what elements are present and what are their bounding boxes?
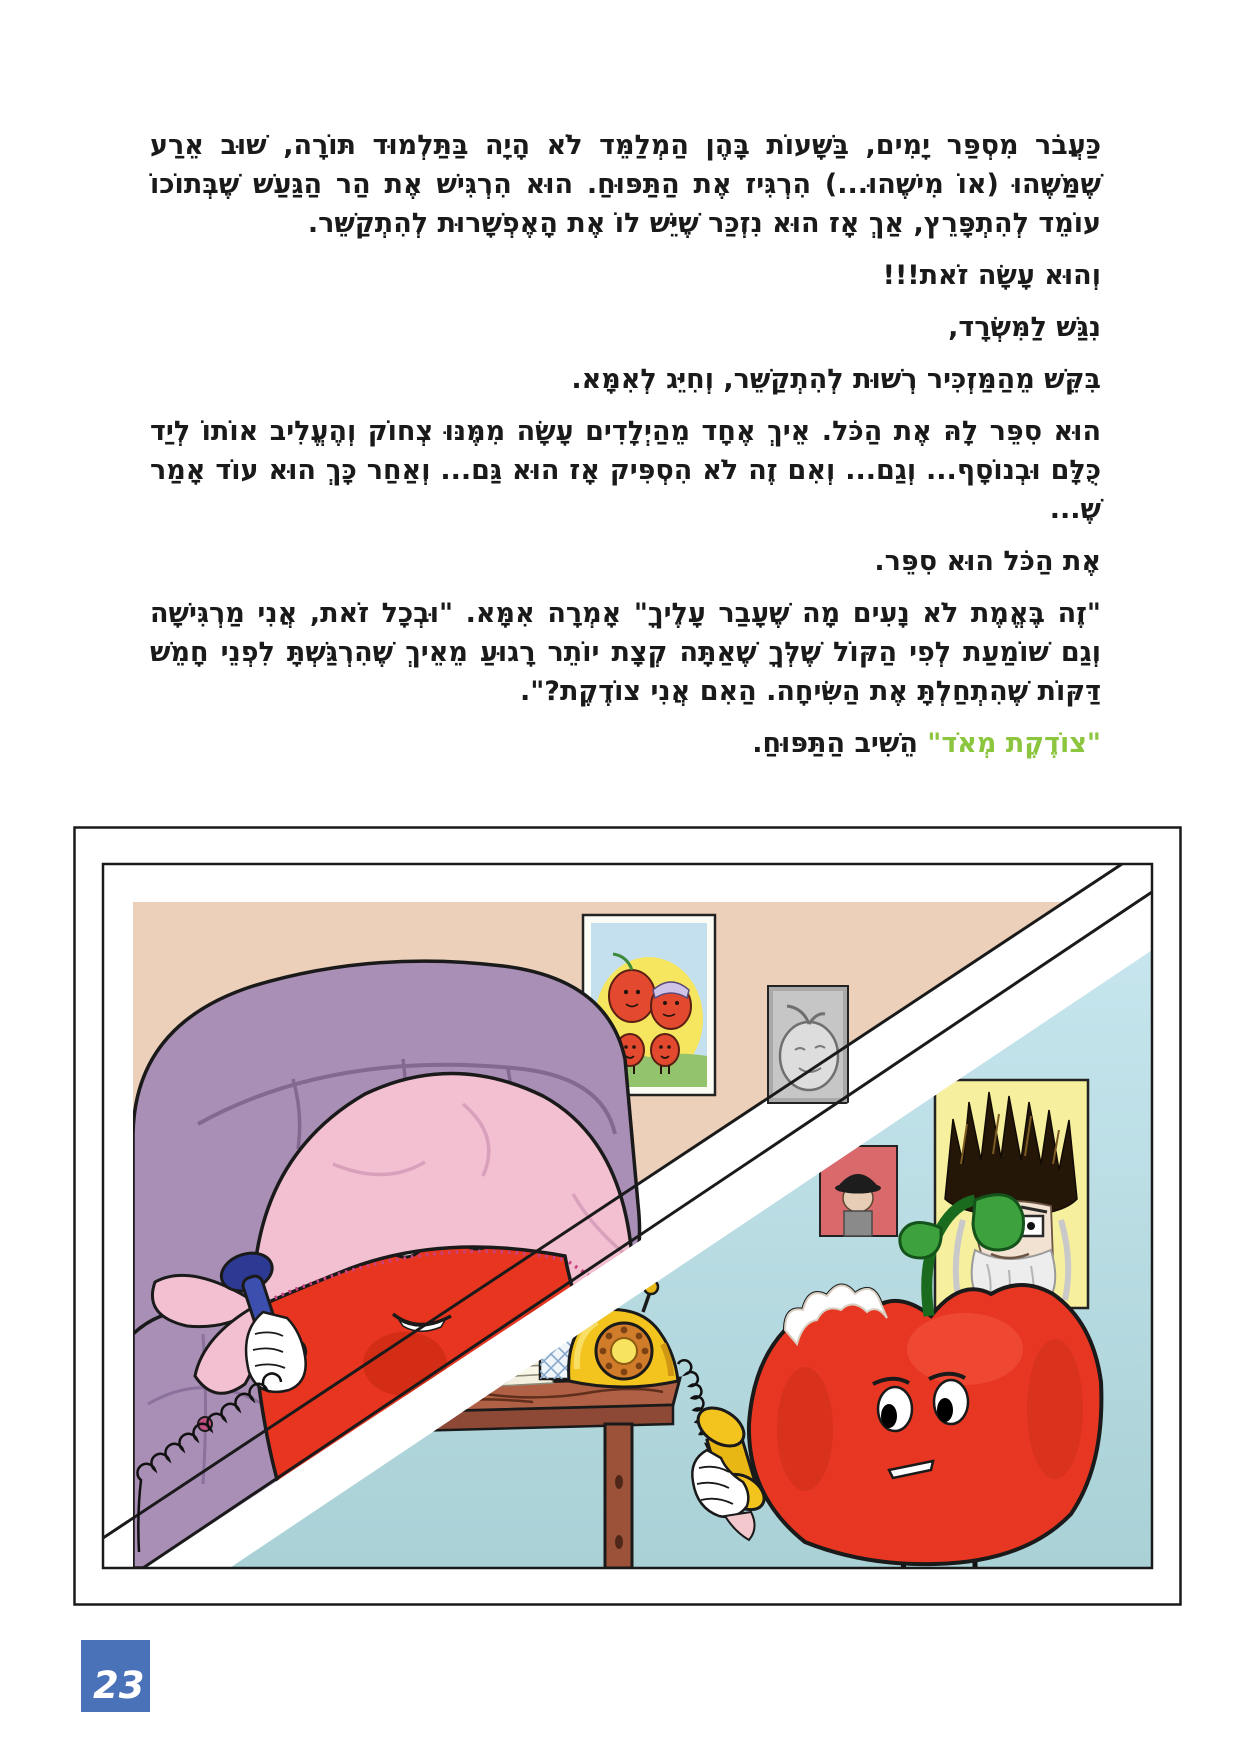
story-reply-line [150, 724, 1101, 763]
story-paragraph: בִּקֵּשׁ מֵהַמַּזְכִּיר רְשׁוּת לְהִתְקַשֵּׁר, וְחִיֵּג לְאִמָּא. [571, 364, 1101, 395]
story-paragraph: "זֶה בֶּאֱמֶת לֹא נָעִים מָה שֶׁעָבַר עָלֶיךָ" אָמְרָה אִמָּא. "וּבְכָל זֹאת, אֲנִי מַרְגִּישָׁה וְגַם שׁוֹמַעַת לְפִי הַקּוֹל שֶׁלְּךָ שֶׁאַתָּה קְצָת יוֹתֵר רָגוּעַ מֵאֵיךְ שֶׁהִרְגַּשְׁתָּ לִפְנֵי חָמֵשׁ דַּקּוֹת שֶׁהִתְחַלְתָּ אֶת הַשִּׂיחָה. הַאִם אֲנִי צוֹדֶקֶת?". [150, 598, 1101, 707]
story-paragraph: כַּעֲבֹר מִסְפַּר יָמִים, בַּשָּׁעוֹת בָּהֶן הַמְלַמֵּד לֹא הָיָה בַּתַּלְמוּד תּוֹרָה, שׁוּב אֵרַע שֶׁמַּשֶּׁהוּ (אוֹ מִישֶׁהוּ...) הִרְגִּיז אֶת הַתַּפּוּחַ. הוּא הִרְגִּישׁ אֶת הַר הַגַּעַשׁ שֶׁבְּתוֹכוֹ עוֹמֵד לְהִתְפָּרֵץ, אַךְ אָז הוּא נִזְכַּר שֶׁיֵּשׁ לוֹ אֶת הָאֶפְשָׁרוּת לְהִתְקַשֵּׁר. [150, 130, 1101, 239]
green-quote: "צוֹדֶקֶת מְאֹד" [927, 728, 1101, 759]
page-number-box [81, 1640, 150, 1712]
grayscale-apple-photo [768, 986, 848, 1103]
rabbi-portrait [935, 1080, 1088, 1308]
leaf [900, 1223, 941, 1258]
story-paragraph: וְהוּא עָשָׂה זֹאת!!! [882, 260, 1101, 291]
story-text [150, 126, 1101, 776]
story-paragraph: הוּא סִפֵּר לָהּ אֶת הַכֹּל. אֵיךְ אֶחָד מֵהַיְלָדִים עָשָׂה מִמֶּנּוּ צְחוֹק וְהֶעֱלִיב אוֹתוֹ לְיַד כֻּלָּם וּבְנוֹסָף... וְגַם... וְאִם זֶה לֹא הִסְפִּיק אָז הוּא גַּם... וְאַחַר כָּךְ הוּא עוֹד אָמַר שֶׁ... [150, 416, 1101, 525]
reply-rest: הֵשִׁיב הַתַּפּוּחַ. [752, 728, 928, 759]
illustration-frame [73, 826, 1182, 1606]
illustration [73, 826, 1182, 1606]
page-number: 23 [93, 1664, 145, 1707]
leaf [973, 1195, 1024, 1250]
story-paragraph: אֶת הַכֹּל הוּא סִפֵּר. [874, 546, 1101, 577]
story-paragraph: נִגַּשׁ לַמִּשְׂרָד, [948, 312, 1101, 343]
